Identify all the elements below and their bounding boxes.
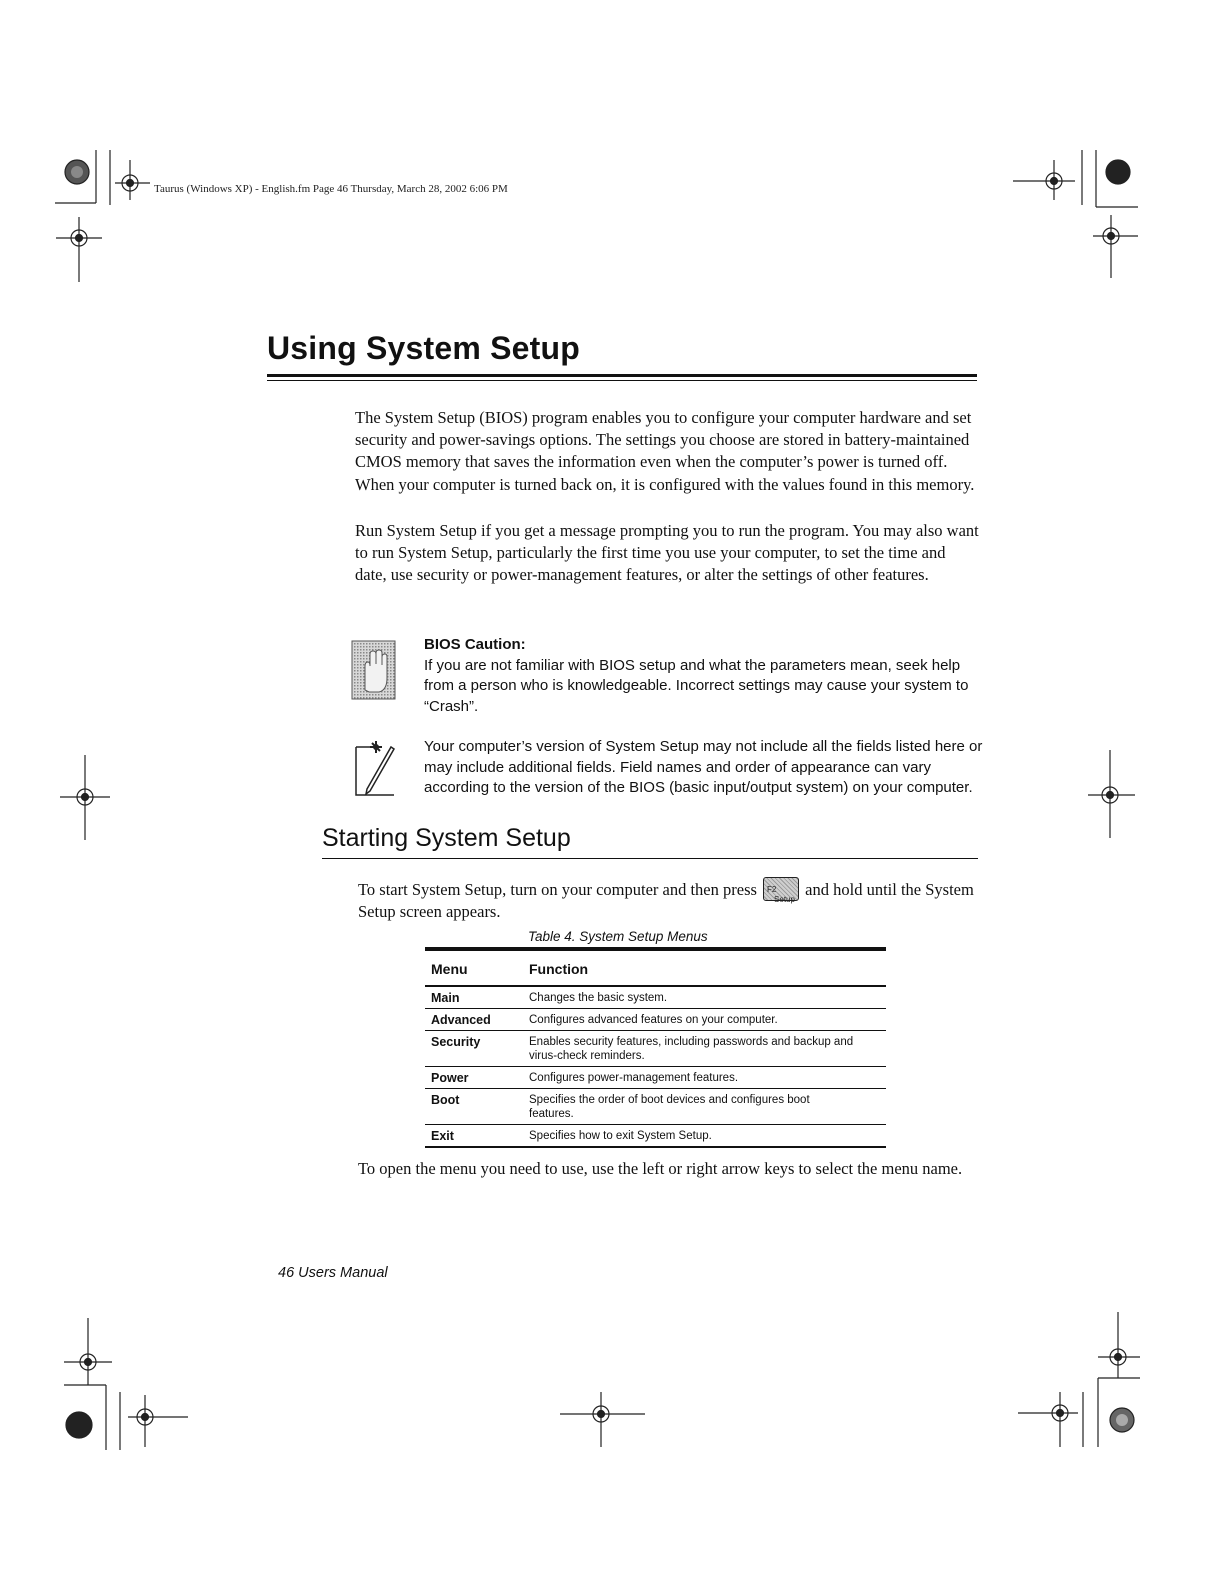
top-right-crop-mark — [1013, 150, 1138, 278]
caution-text: If you are not familiar with BIOS setup and what the parameters mean, seek help from a person who is knowledgeable. Incorrect settings may cause your system to “Crash”. — [424, 656, 969, 715]
top-left-crop-mark — [55, 150, 150, 282]
menu-cell: Exit — [425, 1125, 523, 1148]
table-row — [425, 986, 886, 1009]
column-header-menu: Menu — [425, 949, 523, 986]
bottom-left-crop-mark — [64, 1318, 188, 1450]
menu-cell: Main — [425, 986, 523, 1009]
closing-paragraph: To open the menu you need to use, use the left or right arrow keys to select the menu name. — [358, 1159, 963, 1178]
middle-left-crop-mark — [60, 755, 110, 840]
function-cell: Enables security features, including passwords and backup and virus-check reminders. — [523, 1031, 886, 1067]
system-setup-menus-table — [425, 947, 886, 1148]
page-footer: 46 Users Manual — [278, 1265, 388, 1281]
table-row — [425, 1089, 886, 1125]
caution-title: BIOS Caution: — [424, 636, 526, 653]
table-row — [425, 1031, 886, 1067]
bottom-center-crop-mark — [560, 1392, 645, 1447]
table-caption: Table 4. System Setup Menus — [528, 929, 708, 944]
column-header-function: Function — [523, 949, 886, 986]
intro-paragraph-1: The System Setup (BIOS) program enables you to configure your computer hardware and set security and power-savings options. The settings you choose are stored in battery-maintained CMOS memory that saves the information even when the computer’s power is turned off. When your computer is turned back on, it is configured with the values found in this memory. — [355, 408, 975, 494]
table-header-row — [425, 949, 886, 986]
table-row — [425, 1009, 886, 1031]
page-title: Using System Setup — [267, 330, 581, 366]
start-setup-text-after: and hold until the System Setup screen appears. — [358, 880, 974, 922]
subsection-title: Starting System Setup — [322, 824, 571, 852]
table-row — [425, 1125, 886, 1148]
menu-cell: Boot — [425, 1089, 523, 1125]
menu-cell: Advanced — [425, 1009, 523, 1031]
function-cell: Configures power-management features. — [523, 1067, 886, 1089]
bottom-right-crop-mark — [1018, 1312, 1140, 1447]
key-bottom-label: Setup — [774, 895, 795, 904]
function-cell: Specifies the order of boot devices and configures boot features. — [523, 1089, 886, 1125]
table-row — [425, 1067, 886, 1089]
start-setup-paragraph — [358, 877, 983, 923]
f2-setup-key-icon — [763, 877, 799, 904]
menu-cell: Power — [425, 1067, 523, 1089]
title-rule-thick — [267, 374, 977, 377]
key-top-label: F2 — [767, 885, 777, 894]
function-cell: Specifies how to exit System Setup. — [523, 1125, 886, 1148]
function-cell: Configures advanced features on your computer. — [523, 1009, 886, 1031]
note-text: Your computer’s version of System Setup may not include all the fields listed here or may include additional fields. Field names and order of appearance can vary according to the version of the BIOS (basic input/output system) on your computer. — [424, 738, 983, 796]
intro-paragraph-2: Run System Setup if you get a message prompting you to run the program. You may also want to run System Setup, particularly the first time you use your computer, to set the time and date, use security or power-management features, or alter the settings of other features. — [355, 521, 979, 585]
caution-note — [424, 635, 984, 717]
subsection-rule — [322, 858, 978, 859]
start-setup-text-before: To start System Setup, turn on your computer and then press — [358, 880, 757, 899]
middle-right-crop-mark — [1088, 750, 1135, 838]
running-head: Taurus (Windows XP) - English.fm Page 46 Thursday, March 28, 2002 6:06 PM — [154, 183, 508, 195]
note-pencil-icon — [350, 737, 400, 799]
caution-hand-icon — [351, 640, 396, 700]
function-cell: Changes the basic system. — [523, 986, 886, 1009]
title-rule-thin — [267, 380, 977, 381]
menu-cell: Security — [425, 1031, 523, 1067]
